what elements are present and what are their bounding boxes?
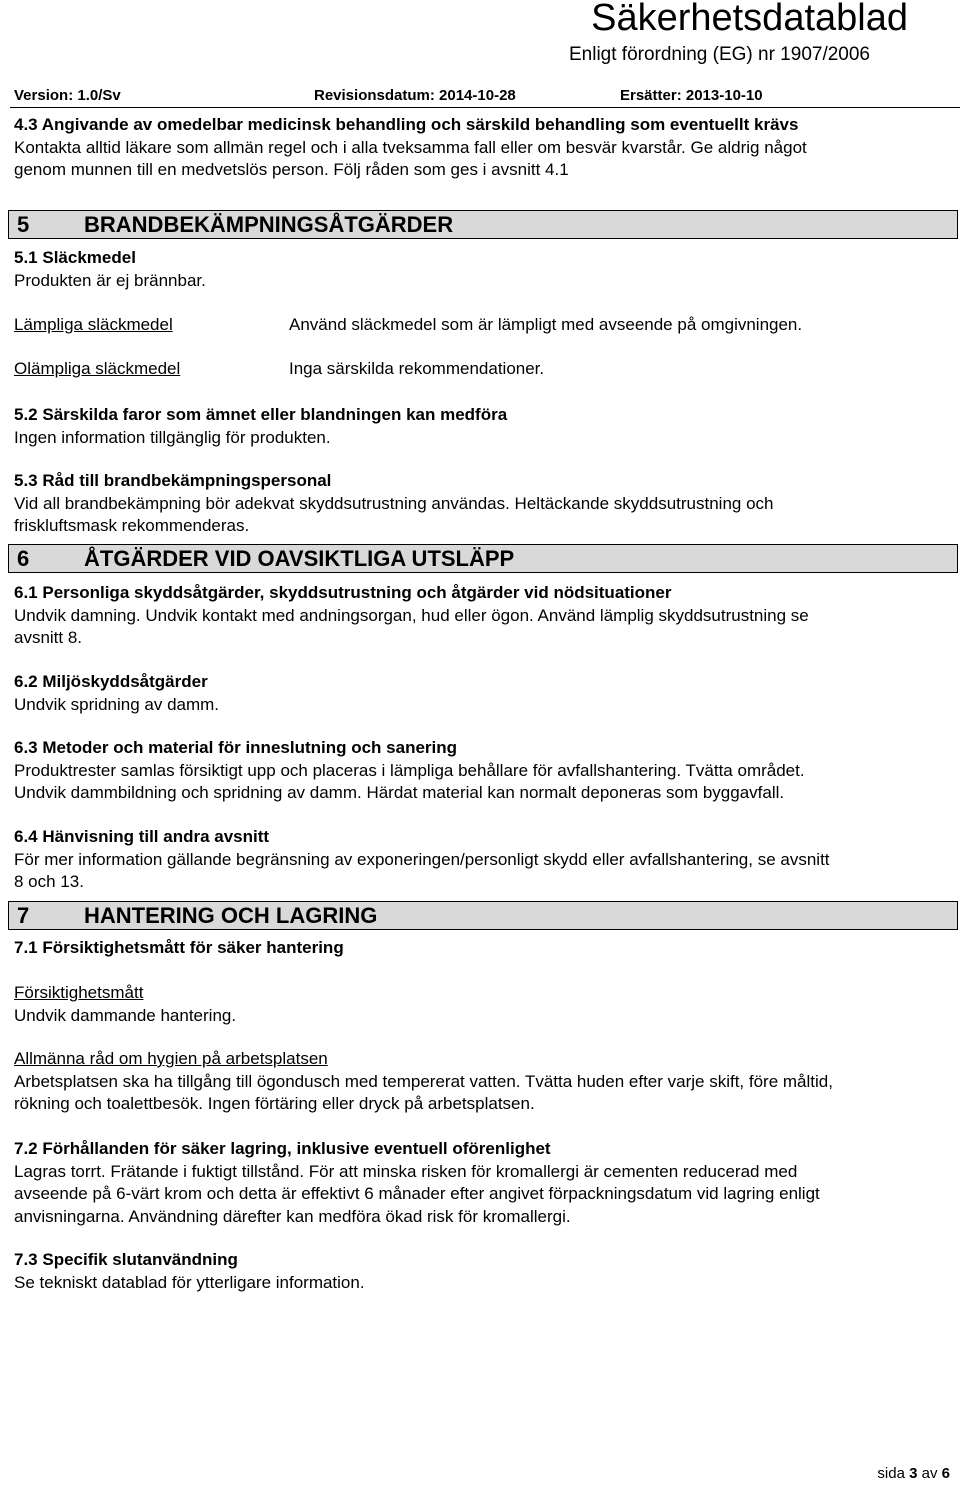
section-5-1 [14, 247, 949, 292]
version-label: Version: 1.0/Sv [14, 87, 121, 104]
heading-6-3: 6.3 Metoder och material för inneslutning och sanering [14, 738, 458, 757]
precautions-text: Undvik dammande hantering. [14, 1005, 237, 1025]
text-7-3: Se tekniskt datablad för ytterligare information. [14, 1272, 365, 1292]
revision-date: Revisionsdatum: 2014-10-28 [314, 87, 516, 104]
heading-6-4: 6.4 Hänvisning till andra avsnitt [14, 827, 270, 846]
text-6-3-line2: Undvik dammbildning och spridning av damm. Härdat material kan normalt deponeras som byggavfall. [14, 783, 785, 802]
section-5-title: BRANDBEKÄMPNINGSÅTGÄRDER [84, 212, 454, 237]
heading-6-2: 6.2 Miljöskyddsåtgärder [14, 672, 208, 691]
section-7-header [8, 901, 958, 930]
precautions-block [14, 982, 949, 1027]
section-6-3 [14, 737, 949, 805]
heading-7-3: 7.3 Specifik slutanvändning [14, 1250, 238, 1269]
text-6-1-line2: avsnitt 8. [14, 628, 83, 647]
section-6-2 [14, 671, 949, 716]
text-5-3-line2: friskluftsmask rekommenderas. [14, 516, 250, 535]
text-7-2-line2: avseende på 6-värt krom och detta är effektivt 6 månader efter angivet förpackningsdatum vid lagring enligt [14, 1184, 820, 1203]
heading-5-2: 5.2 Särskilda faror som ämnet eller blandningen kan medföra [14, 405, 508, 424]
hygiene-label: Allmänna råd om hygien på arbetsplatsen [14, 1049, 328, 1068]
section-6-number: 6 [17, 546, 30, 571]
replaces-date: Ersätter: 2013-10-10 [620, 87, 763, 104]
section-7-3 [14, 1249, 949, 1294]
text-5-3-line1: Vid all brandbekämpning bör adekvat skyddsutrustning användas. Heltäckande skyddsutrustning och [14, 493, 774, 513]
section-5-3 [14, 470, 949, 538]
document-title: Säkerhetsdatablad [591, 0, 908, 39]
unsuitable-media-value: Inga särskilda rekommendationer. [289, 359, 545, 378]
section-6-1 [14, 582, 949, 650]
hygiene-text-line1: Arbetsplatsen ska ha tillgång till ögondusch med tempererat vatten. Tvätta huden efter varje skift, före måltid, [14, 1071, 833, 1091]
section-4-3 [14, 114, 949, 182]
text-5-1: Produkten är ej brännbar. [14, 270, 206, 290]
of-word: av [921, 1465, 938, 1482]
section-5-number: 5 [17, 212, 30, 237]
text-7-2-line1: Lagras torrt. Frätande i fuktigt tillstånd. För att minska risken för kromallergi är cementen reducerad med [14, 1161, 798, 1181]
heading-7-2: 7.2 Förhållanden för säker lagring, inklusive eventuell oförenlighet [14, 1139, 551, 1158]
section-5-2 [14, 404, 949, 449]
text-7-2-line3: anvisningarna. Användning därefter kan medföra ökad risk för kromallergi. [14, 1206, 571, 1226]
page-total: 6 [941, 1465, 950, 1482]
heading-5-1: 5.1 Släckmedel [14, 248, 136, 267]
text-6-4-line2: 8 och 13. [14, 872, 84, 891]
text-6-2: Undvik spridning av damm. [14, 694, 220, 714]
section-7-2 [14, 1138, 949, 1228]
text-6-1-line1: Undvik damning. Undvik kontakt med andningsorgan, hud eller ögon. Använd lämplig skyddsutrustning se [14, 605, 809, 625]
text-6-3-line1: Produktrester samlas försiktigt upp och placeras i lämpliga behållare för avfallshantering. Tvätta området. [14, 760, 805, 780]
page-number: 3 [909, 1465, 918, 1482]
heading-5-3: 5.3 Råd till brandbekämpningspersonal [14, 471, 332, 490]
page-indicator [877, 1465, 950, 1482]
suitable-media-value: Använd släckmedel som är lämpligt med avseende på omgivningen. [289, 315, 803, 334]
text-4-3-line1: Kontakta alltid läkare som allmän regel och i alla tveksamma fall eller om besvär kvarstår. Ge aldrig något [14, 137, 807, 157]
text-5-2: Ingen information tillgänglig för produkten. [14, 427, 331, 447]
section-6-title: ÅTGÄRDER VID OAVSIKTLIGA UTSLÄPP [84, 546, 515, 571]
section-5-header [8, 210, 958, 239]
hygiene-block [14, 1048, 949, 1116]
heading-7-1: 7.1 Försiktighetsmått för säker hantering [14, 938, 344, 957]
text-6-4-line1: För mer information gällande begränsning av exponeringen/personligt skydd eller avfallshantering, se avsnitt [14, 849, 830, 869]
heading-4-3: 4.3 Angivande av omedelbar medicinsk behandling och särskild behandling som eventuellt krävs [14, 115, 799, 134]
section-7-title: HANTERING OCH LAGRING [84, 903, 378, 928]
suitable-media-label: Lämpliga släckmedel [14, 315, 173, 334]
heading-6-1: 6.1 Personliga skyddsåtgärder, skyddsutrustning och åtgärder vid nödsituationer [14, 583, 672, 602]
unsuitable-media-label: Olämpliga släckmedel [14, 359, 181, 378]
section-7-number: 7 [17, 903, 30, 928]
document-subtitle: Enligt förordning (EG) nr 1907/2006 [568, 44, 870, 65]
hygiene-text-line2: rökning och toalettbesök. Ingen förtäring eller dryck på arbetsplatsen. [14, 1094, 535, 1113]
page-word: sida [877, 1465, 905, 1482]
section-6-4 [14, 826, 949, 894]
section-6-header [8, 544, 958, 573]
precautions-label: Försiktighetsmått [14, 983, 144, 1002]
text-4-3-line2: genom munnen till en medvetslös person. Följ råden som ges i avsnitt 4.1 [14, 160, 569, 179]
section-7-1 [14, 937, 949, 960]
header-rule [10, 107, 960, 108]
